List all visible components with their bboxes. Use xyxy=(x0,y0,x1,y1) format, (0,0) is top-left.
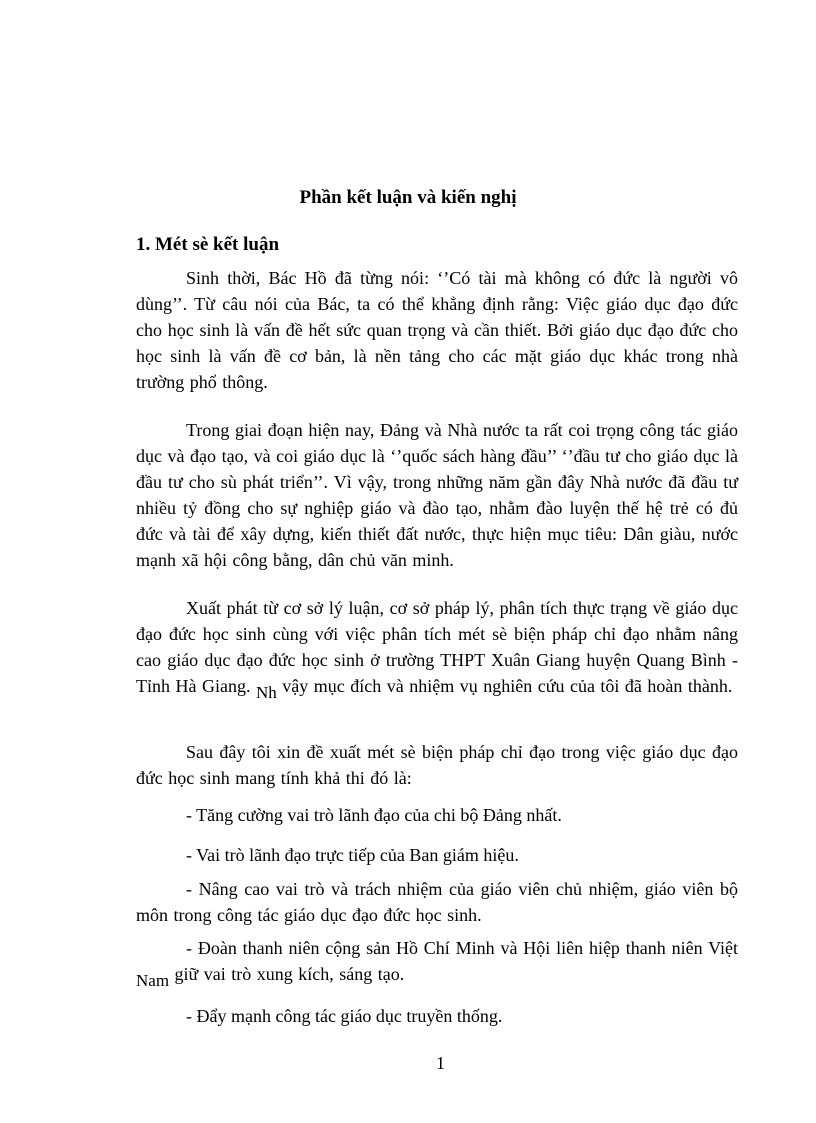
bullet-item-4-text-a: - Đoàn thanh niên cộng sản Hồ Chí Minh và Hội liên hiệp thanh niên Việt xyxy=(186,938,738,958)
paragraph-3-text-a: Xuất phát từ cơ sở lý luận, cơ sở pháp lý, phân tích thực trạng về giáo dục đạo đức học sinh cùng với việc phân tích mét sè biện pháp chỉ đạo nhằm nâng cao giáo dục đạo đức học sinh ở trường THPT Xuân Giang huyện Quang Bình - Tỉnh Hà Giang. xyxy=(136,598,738,696)
paragraph-3-shifted-text: Nh xyxy=(255,683,277,702)
bullet-item-4-text-b: giữ vai trò xung kích, sáng tạo. xyxy=(174,964,405,984)
section-heading: 1. Mét sè kết luận xyxy=(136,234,280,255)
paragraph-3 xyxy=(136,595,738,700)
bullet-item-4-shifted-text: Nam xyxy=(136,971,170,990)
paragraph-3-text-b: vậy mục đích và nhiệm vụ nghiên cứu của tôi đã hoàn thành. xyxy=(282,676,733,696)
bullet-item-4 xyxy=(136,935,738,988)
paragraph-4: Sau đây tôi xin đề xuất mét sè biện pháp chỉ đạo trong việc giáo dục đạo đức học sinh mang tính khả thi đó là: xyxy=(136,742,738,788)
page-title: Phần kết luận và kiến nghị xyxy=(299,187,517,208)
bullet-item-2: - Vai trò lãnh đạo trực tiếp của Ban giám hiệu. xyxy=(186,845,519,865)
bullet-item-3: - Nâng cao vai trò và trách nhiệm của giáo viên chủ nhiệm, giáo viên bộ môn trong công tác giáo dục đạo đức học sinh. xyxy=(136,879,738,925)
bullet-item-1: - Tăng cường vai trò lãnh đạo của chi bộ Đảng nhất. xyxy=(186,805,562,825)
bullet-item-5: - Đẩy mạnh công tác giáo dục truyền thống. xyxy=(186,1006,503,1026)
paragraph-1: Sinh thời, Bác Hồ đã từng nói: ‘’Có tài mà không có đức là người vô dùng’’. Từ câu nói của Bác, ta có thể khẳng định rằng: Việc giáo dục đạo đức cho học sinh là vấn đề hết sức quan trọng và cần thiết. Bởi giáo dục đạo đức cho học sinh là vấn đề cơ bản, là nền tảng cho các mặt giáo dục khác trong nhà trường phổ thông. xyxy=(136,268,738,392)
page-number: 1 xyxy=(436,1053,445,1073)
paragraph-2: Trong giai đoạn hiện nay, Đảng và Nhà nước ta rất coi trọng công tác giáo dục và đạo tạo, và coi giáo dục là ‘’quốc sách hàng đầu’’ ‘’đầu tư cho giáo dục là đầu tư cho sù phát triển’’. Vì vậy, trong những năm gần đây Nhà nước đã đầu tư nhiều tỷ đồng cho sự nghiệp giáo và đào tạo, nhằm đào luyện thế hệ trẻ có đủ đức và tài để xây dựng, kiến thiết đất nước, thực hiện mục tiêu: Dân giàu, nước mạnh xã hội công bằng, dân chủ văn minh. xyxy=(136,420,738,570)
